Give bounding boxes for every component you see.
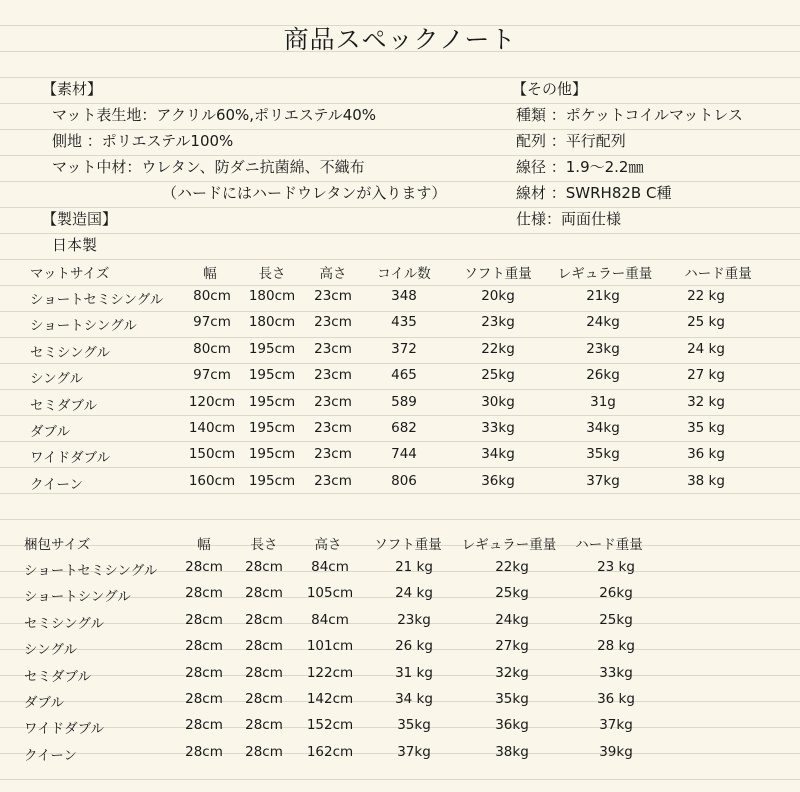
table-cell: 34kg [481,446,515,463]
table-cell: 28cm [185,585,223,602]
table-row-label: ダブル [30,424,70,440]
table-header-cell: コイル数 [377,266,431,282]
table-cell: 23cm [314,340,352,357]
table-cell: 35kg [397,717,431,734]
table-cell: 152cm [306,717,354,734]
table-cell: 24kg [495,611,529,628]
table-cell: 22 kg [687,288,725,304]
other-line: 種類 ：ポケットコイルマットレス [516,106,743,124]
table-cell: 195cm [248,393,296,410]
table-cell: 195cm [248,420,296,436]
table-cell: 28cm [245,691,283,707]
table-cell: 34kg [586,420,620,436]
other-line: 配列 ：平行配列 [516,132,626,150]
table-cell: 180cm [248,314,296,331]
table-row-label: セミシングル [30,344,110,361]
table-header-cell: ハード重量 [684,266,752,282]
table-cell: 36 kg [597,691,635,707]
table-cell: 23kg [481,314,515,331]
table-row-label: セミダブル [30,397,97,414]
table-header-cell: 梱包サイズ [24,537,91,553]
table-cell: 25kg [599,611,633,628]
table-cell: 23cm [314,446,352,463]
table-cell: 25kg [495,585,529,602]
table-header-cell: 幅 [203,266,217,282]
page-title: 商品スペックノート [283,25,517,54]
table-cell: 806 [391,472,417,489]
table-cell: 23cm [314,288,352,304]
table-cell: 23cm [314,393,352,410]
table-row-label: セミダブル [24,668,91,685]
table-cell: 35kg [586,446,620,463]
table-cell: 84cm [311,559,349,575]
table-cell: 28cm [185,559,223,575]
table-cell: 26 kg [395,638,433,655]
country-header: 【製造国】 [42,210,118,228]
table-cell: 195cm [248,340,296,357]
table-cell: 21 kg [395,559,433,575]
table-cell: 28cm [185,611,223,628]
table-cell: 348 [391,288,417,304]
table-cell: 22kg [481,340,515,357]
table-header-cell: 高さ [319,266,347,282]
table-cell: 25kg [481,367,515,384]
table-cell: 195cm [248,367,296,384]
table-cell: 31 kg [395,664,433,681]
materials-note: （ハードにはハードウレタンが入ります） [162,184,447,202]
table-row-label: シングル [24,642,77,659]
table-cell: 28cm [185,664,223,681]
table-cell: 23kg [397,611,431,628]
table-cell: 25 kg [687,314,725,331]
table-cell: 160cm [188,472,236,489]
other-line: 線径 ：1.9〜2.2㎜ [516,158,644,176]
table-cell: 36kg [481,472,515,489]
table-cell: 28cm [245,559,283,575]
table-cell: 744 [391,446,417,463]
materials-line: マット表生地：アクリル60%,ポリエステル40% [52,106,377,124]
table-row-label: ショートシングル [24,589,131,606]
table-cell: 35 kg [687,420,725,436]
table-header-cell: 高さ [314,537,342,553]
table-cell: 26kg [586,367,620,384]
table-cell: 28cm [185,638,223,655]
table-row-label: ワイドダブル [24,721,105,738]
table-cell: 38 kg [687,472,725,489]
table-cell: 37kg [397,743,431,760]
table-cell: 21kg [586,288,620,304]
table-cell: 24kg [586,314,620,331]
table-cell: 23cm [314,472,352,489]
table-cell: 180cm [248,288,296,304]
table-cell: 84cm [311,611,349,628]
table-cell: 28cm [185,717,223,734]
table-cell: 28cm [245,743,283,760]
table-row-label: シングル [30,371,83,388]
table-row-label: セミシングル [24,615,104,632]
other-header: 【その他】 [512,80,588,98]
table-cell: 101cm [306,638,354,655]
table-cell: 31g [590,393,616,410]
table-row-label: ショートセミシングル [30,292,164,308]
table-cell: 23 kg [597,559,635,575]
table-cell: 80cm [193,340,231,357]
table-cell: 120cm [188,393,236,410]
table-cell: 36 kg [687,446,725,463]
table-cell: 682 [391,420,417,436]
table-row-label: ショートシングル [30,318,137,335]
table-cell: 23cm [314,367,352,384]
table-cell: 28cm [185,743,223,760]
materials-header: 【素材】 [42,80,103,98]
table-header-cell: 幅 [197,537,211,553]
table-cell: 97cm [193,367,231,384]
table-cell: 195cm [248,472,296,489]
table-cell: 140cm [188,420,236,436]
table-cell: 27kg [495,638,529,655]
table-cell: 28 kg [597,638,635,655]
table-cell: 20kg [481,288,515,304]
table-cell: 38kg [495,743,529,760]
table-cell: 28cm [245,717,283,734]
table-cell: 32 kg [687,393,725,410]
table-cell: 97cm [193,314,231,331]
table-cell: 28cm [245,638,283,655]
table-cell: 37kg [586,472,620,489]
table-cell: 435 [391,314,417,331]
table-cell: 33kg [481,420,515,436]
table-cell: 122cm [306,664,354,681]
table-header-cell: レギュラー重量 [461,537,557,553]
materials-line: マット中材：ウレタン、防ダニ抗菌綿、不織布 [52,158,365,176]
table-cell: 39kg [599,743,633,760]
table-header-cell: マットサイズ [30,266,110,282]
table-cell: 28cm [245,664,283,681]
country-value: 日本製 [52,236,98,254]
other-line: 仕様：両面仕様 [516,210,622,228]
table-cell: 162cm [306,743,354,760]
table-row-label: クイーン [24,747,78,764]
table-cell: 80cm [193,288,231,304]
table-cell: 105cm [306,585,354,602]
table-cell: 142cm [306,691,354,707]
table-cell: 28cm [245,611,283,628]
table-row-label: ワイドダブル [30,450,111,467]
table-cell: 28cm [245,585,283,602]
table-cell: 195cm [248,446,296,463]
table-cell: 28cm [185,691,223,707]
table-cell: 35kg [495,691,529,707]
table-header-cell: 長さ [250,537,278,553]
table-cell: 37kg [599,717,633,734]
table-row-label: クイーン [30,476,84,493]
table-cell: 465 [391,367,417,384]
table-cell: 24 kg [687,340,725,357]
table-cell: 33kg [599,664,633,681]
other-line: 線材 ：SWRH82B C種 [516,184,672,202]
table-row-label: ダブル [24,695,64,711]
table-row-label: ショートセミシングル [24,563,158,579]
table-cell: 36kg [495,717,529,734]
table-cell: 32kg [495,664,529,681]
table-cell: 27 kg [687,367,725,384]
table-header-cell: 長さ [258,266,286,282]
table-cell: 22kg [495,559,529,575]
table-header-cell: ハード重量 [575,537,643,553]
table-cell: 26kg [599,585,633,602]
table-header-cell: ソフト重量 [374,537,442,553]
table-header-cell: ソフト重量 [464,266,532,282]
table-cell: 23kg [586,340,620,357]
table-cell: 589 [391,393,417,410]
table-cell: 150cm [188,446,236,463]
table-header-cell: レギュラー重量 [557,266,653,282]
table-cell: 34 kg [395,691,433,707]
table-cell: 23cm [314,314,352,331]
table-cell: 24 kg [395,585,433,602]
materials-line: 側地 ：ポリエステル100% [52,132,234,150]
table-cell: 372 [391,340,417,357]
table-cell: 30kg [481,393,515,410]
table-cell: 23cm [314,420,352,436]
